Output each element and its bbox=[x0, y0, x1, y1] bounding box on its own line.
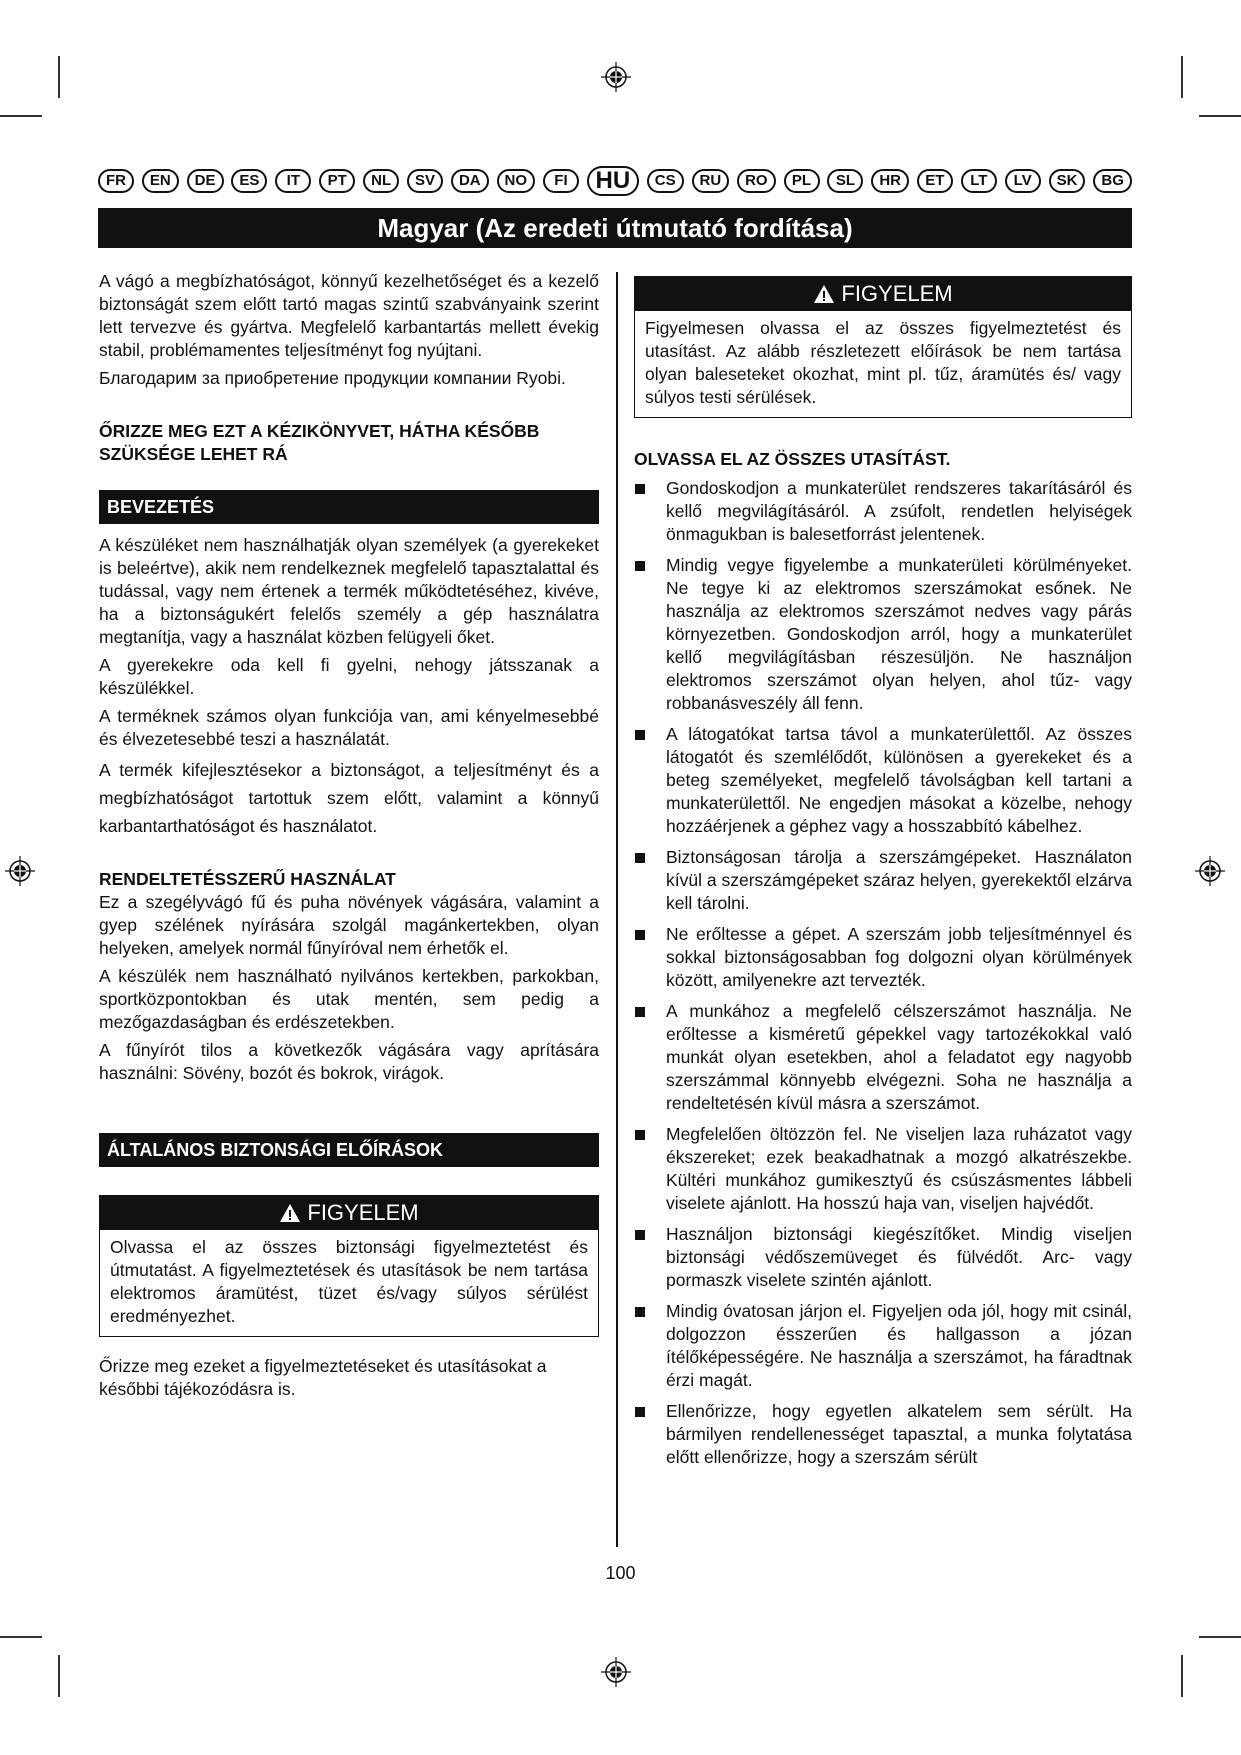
language-tab-pt[interactable]: PT bbox=[319, 169, 355, 193]
intended-use-heading: RENDELTETÉSSZERŰ HASZNÁLAT bbox=[99, 869, 396, 889]
warning-box bbox=[99, 1195, 599, 1337]
list-item: Biztonságosan tárolja a szerszámgépeket. Használaton kívül a szerszámgépeket száraz helyen, gyerekektől elzárva kell tárolni. bbox=[634, 846, 1132, 915]
read-all-instructions-heading: OLVASSA EL AZ ÖSSZES UTASÍTÁST. bbox=[634, 449, 951, 469]
language-tab-pl[interactable]: PL bbox=[784, 169, 820, 193]
language-tab-lv[interactable]: LV bbox=[1005, 169, 1041, 193]
safety-bullet-list bbox=[634, 477, 1132, 1469]
section-title-general-safety: ÁLTALÁNOS BIZTONSÁGI ELŐÍRÁSOK bbox=[99, 1133, 599, 1167]
bullet-square-icon bbox=[635, 1307, 645, 1317]
language-tab-es[interactable]: ES bbox=[231, 169, 267, 193]
warning-header bbox=[100, 1196, 598, 1230]
registration-mark-icon bbox=[601, 62, 631, 92]
intro-paragraph: A vágó a megbízhatóságot, könnyű kezelhetőséget és a kezelő biztonságát szem előtt tartó magas szintű szabványaink szerint lett tervezve és gyártva. Megfelelő karbantartás mellett évekig stabil, problémamentes teljesítményt fog nyújtani. bbox=[99, 271, 599, 360]
intro-section-paragraph: A termék kifejlesztésekor a biztonságot, a teljesítményt és a megbízhatóságot tartottuk szem előtt, valamint a könnyű karbantarthatóságot és használatot. bbox=[99, 760, 599, 836]
crop-mark bbox=[0, 115, 42, 117]
warning-header bbox=[635, 277, 1131, 311]
list-item: A munkához a megfelelő célszerszámot használja. Ne erőltesse a kisméretű gépekkel vagy tartozékokkal való munkát olyan esetekben, ahol a feladatot egy nagyobb szerszámmal könnyebb elvégezni. Soha ne használja a rendeltetésén kívül másra a szerszámot. bbox=[634, 1000, 1132, 1115]
list-item: A látogatókat tartsa távol a munkaterülettől. Az összes látogatót és szemlélődőt, különösen a gyerekeket és a beteg személyeket, megfelelő távolságban kell tartani a munkaterülettől. Ne engedjen másokat a közelbe, nehogy hozzáérjenek a géphez vagy a hosszabbító kábelhez. bbox=[634, 723, 1132, 838]
language-tab-sk[interactable]: SK bbox=[1049, 169, 1086, 193]
column-divider bbox=[616, 272, 618, 1547]
intro-section-paragraph: A készüléket nem használhatják olyan személyek (a gyerekeket is beleértve), akik nem rendelkeznek megfelelő tapasztalattal és tudással, vagy nem értenek a termék működtetéséhez, kivéve, ha a biztonságukért felelős személy a gép használatra megtanítja, vagy a használat közben felügyeli őket. bbox=[99, 535, 599, 647]
bullet-square-icon bbox=[635, 484, 645, 494]
language-tab-et[interactable]: ET bbox=[917, 169, 953, 193]
list-item: Gondoskodjon a munkaterület rendszeres takarításáról és kellő megvilágításáról. A zsúfolt, rendetlen helyiségek önmagukban is balesetforrást jelentenek. bbox=[634, 477, 1132, 546]
language-tab-en[interactable]: EN bbox=[142, 169, 179, 193]
crop-mark bbox=[58, 56, 60, 98]
section-title-introduction: BEVEZETÉS bbox=[99, 490, 599, 524]
language-tab-fr[interactable]: FR bbox=[98, 169, 134, 193]
warning-triangle-icon bbox=[813, 284, 835, 304]
warning-box bbox=[634, 276, 1132, 418]
list-item: Használjon biztonsági kiegészítőket. Mindig viseljen biztonsági védőszemüveget és fülvédőt. Arc- vagy pormaszk viselete szintén ajánlott. bbox=[634, 1223, 1132, 1292]
crop-mark bbox=[58, 1655, 60, 1697]
language-tab-bg[interactable]: BG bbox=[1093, 169, 1132, 193]
crop-mark bbox=[1199, 1636, 1241, 1638]
language-tab-cs[interactable]: CS bbox=[647, 169, 684, 193]
language-tab-hr[interactable]: HR bbox=[871, 169, 909, 193]
registration-mark-icon bbox=[1195, 856, 1225, 886]
right-column bbox=[634, 276, 1132, 1477]
language-tab-ro[interactable]: RO bbox=[737, 169, 776, 193]
bullet-square-icon bbox=[635, 561, 645, 571]
language-tab-sv[interactable]: SV bbox=[407, 169, 443, 193]
intro-section-paragraph: A gyerekekre oda kell fi gyelni, nehogy játsszanak a készülékkel. bbox=[99, 655, 599, 698]
language-tab-da[interactable]: DA bbox=[451, 169, 489, 193]
bullet-square-icon bbox=[635, 1230, 645, 1240]
intended-use-paragraph: A fűnyírót tilos a következők vágására vagy aprítására használni: Sövény, bozót és bokrok, virágok. bbox=[99, 1040, 599, 1083]
bullet-square-icon bbox=[635, 930, 645, 940]
crop-mark bbox=[1181, 1655, 1183, 1697]
crop-mark bbox=[0, 1636, 42, 1638]
list-item: Megfelelően öltözzön fel. Ne viseljen laza ruházatot vagy ékszereket; ezek beakadhatnak a mozgó alkatrészekbe. Kültéri munkához gumikesztyű és csúszásmentes lábbeli viselete ajánlott. Ha hosszú haja van, viseljen hajvédőt. bbox=[634, 1123, 1132, 1215]
intended-use-paragraph: Ez a szegélyvágó fű és puha növények vágására, valamint a gyep szélének nyírására szolgál magánkertekben, olyan helyeken, amelyek normál fűnyíróval nem érhetők el. bbox=[99, 892, 599, 958]
language-tab-de[interactable]: DE bbox=[187, 169, 224, 193]
page-title: Magyar (Az eredeti útmutató fordítása) bbox=[98, 208, 1132, 248]
language-tab-it[interactable]: IT bbox=[275, 169, 311, 193]
list-item: Ne erőltesse a gépet. A szerszám jobb teljesítménnyel és sokkal biztonságosabban fog dolgozni olyan körülmények között, amilyenekre azt tervezték. bbox=[634, 923, 1132, 992]
language-tab-hu[interactable]: HU bbox=[587, 166, 639, 196]
language-tab-fi[interactable]: FI bbox=[543, 169, 579, 193]
language-tab-nl[interactable]: NL bbox=[363, 169, 399, 193]
page-number: 100 bbox=[605, 1563, 636, 1583]
list-item: Mindig óvatosan járjon el. Figyeljen oda jól, hogy mit csinál, dolgozzon ésszerűen és hallgasson a józan ítélőképességére. Ne használja a szerszámot, ha fáradtnak érzi magát. bbox=[634, 1300, 1132, 1392]
left-column bbox=[99, 270, 599, 1406]
bullet-square-icon bbox=[635, 853, 645, 863]
intro-section-paragraph: A terméknek számos olyan funkciója van, ami kényelmesebbé és élvezetesebbé teszi a használatát. bbox=[99, 706, 599, 749]
warning-text: Figyelmesen olvassa el az összes figyelmeztetést és utasítást. Az alább részletezett előírások be nem tartása olyan baleseteket okozhat, mint pl. tűz, áramütés és/ vagy súlyos testi sérülések. bbox=[645, 318, 1121, 407]
bullet-square-icon bbox=[635, 1007, 645, 1017]
warning-title: FIGYELEM bbox=[307, 1200, 419, 1225]
language-tab-sl[interactable]: SL bbox=[827, 169, 863, 193]
warning-triangle-icon bbox=[279, 1203, 301, 1223]
language-tab-ru[interactable]: RU bbox=[692, 169, 730, 193]
warning-title: FIGYELEM bbox=[841, 281, 953, 306]
list-item: Mindig vegye figyelembe a munkaterületi körülményeket. Ne tegye ki az elektromos szerszámokat esőnek. Ne használja az elektromos szerszámot nedves vagy párás környezetben. Gondoskodjon arról, hogy a munkaterület kellő megvilágításban részesüljön. Ne használjon elektromos szerszámot olyan helyen, ahol tűz- vagy robbanásveszély áll fenn. bbox=[634, 554, 1132, 715]
language-tab-no[interactable]: NO bbox=[497, 169, 536, 193]
crop-mark bbox=[1181, 56, 1183, 98]
bullet-square-icon bbox=[635, 1130, 645, 1140]
bullet-square-icon bbox=[635, 1407, 645, 1417]
language-tabs bbox=[98, 166, 1132, 196]
keep-manual-heading: ŐRIZZE MEG EZT A KÉZIKÖNYVET, HÁTHA KÉSŐBB SZÜKSÉGE LEHET RÁ bbox=[99, 421, 540, 464]
registration-mark-icon bbox=[601, 1657, 631, 1687]
language-tab-lt[interactable]: LT bbox=[961, 169, 997, 193]
keep-instructions-paragraph: Őrizze meg ezeket a figyelmeztetéseket és utasításokat a későbbi tájékozódásra is. bbox=[99, 1356, 547, 1399]
intended-use-paragraph: A készülék nem használható nyilvános kertekben, parkokban, sportközpontokban és utak mentén, sem pedig a mezőgazdaságban és erdészetekben. bbox=[99, 966, 599, 1032]
list-item: Ellenőrizze, hogy egyetlen alkatelem sem sérült. Ha bármilyen rendellenességet tapasztal, a munka folytatása előtt ellenőrizze, hogy a szerszám sérült bbox=[634, 1400, 1132, 1469]
bullet-square-icon bbox=[635, 730, 645, 740]
thanks-paragraph: Благодарим за приобретение продукции компании Ryobi. bbox=[99, 368, 566, 388]
crop-mark bbox=[1199, 115, 1241, 117]
registration-mark-icon bbox=[5, 856, 35, 886]
warning-text: Olvassa el az összes biztonsági figyelmeztetést és útmutatást. A figyelmeztetések és utasítások be nem tartása elektromos áramütést, tüzet és/vagy súlyos sérülést eredményezhet. bbox=[110, 1237, 588, 1326]
